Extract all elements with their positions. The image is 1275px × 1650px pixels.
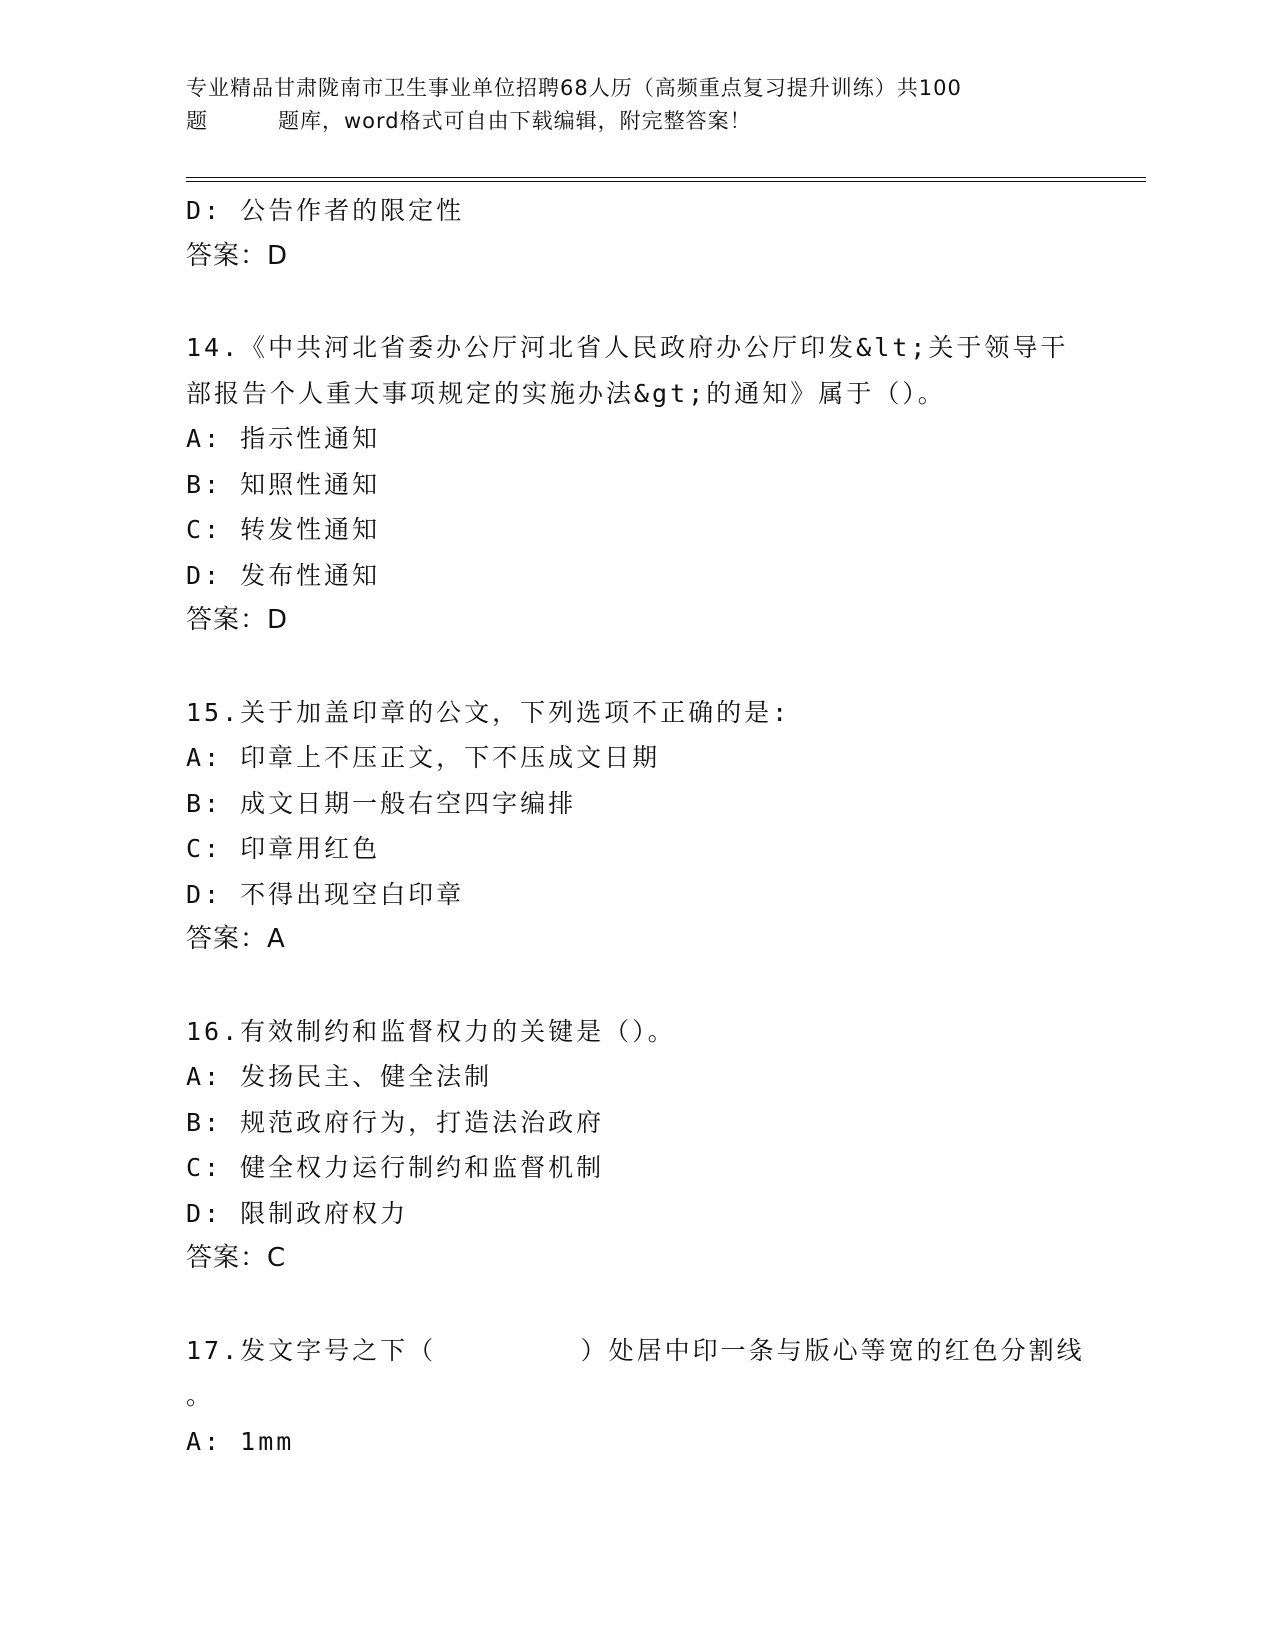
answer-line: 答案：C xyxy=(186,1243,287,1273)
header-line2-left: 题 xyxy=(186,109,208,133)
header-rule-top xyxy=(186,177,1146,178)
option-d: D: 发布性通知 xyxy=(186,560,381,590)
option-d: D: 不得出现空白印章 xyxy=(186,879,465,909)
question-stem: 15.关于加盖印章的公文，下列选项不正确的是: xyxy=(186,697,791,727)
spacer xyxy=(186,644,1086,690)
question-list xyxy=(186,188,1086,1464)
header-title-line1: 专业精品甘肃陇南市卫生事业单位招聘68人历（高频重点复习提升训练）共100 xyxy=(186,76,962,100)
header-rule-bottom xyxy=(186,181,1146,182)
option-a: A: 印章上不压正文，下不压成文日期 xyxy=(186,743,661,772)
question-stem-line2: 部报告个人重大事项规定的实施办法&gt;的通知》属于（）。 xyxy=(186,378,946,408)
option-d: D: 限制政府权力 xyxy=(186,1198,409,1228)
question-stem-line1: 17.发文字号之下（ ）处居中印一条与版心等宽的红色分割线 xyxy=(186,1335,1085,1365)
header-title-line2 xyxy=(186,105,1086,138)
question-block-15 xyxy=(186,690,1086,963)
page-header xyxy=(186,72,1086,138)
answer-line: 答案：A xyxy=(186,924,286,954)
question-stem: 16.有效制约和监督权力的关键是（）。 xyxy=(186,1016,676,1046)
header-line2-right: 题库，word格式可自由下载编辑，附完整答案！ xyxy=(278,109,752,133)
question-block-13 xyxy=(186,188,1086,279)
option-b: B: 成文日期一般右空四字编排 xyxy=(186,788,577,818)
question-block-17 xyxy=(186,1328,1086,1465)
option-a: A: 发扬民主、健全法制 xyxy=(186,1062,493,1091)
answer-line: 答案：D xyxy=(186,240,289,271)
option-b: B: 知照性通知 xyxy=(186,469,381,499)
question-block-16 xyxy=(186,1009,1086,1282)
answer-line: 答案：D xyxy=(186,605,289,635)
option-a: A: 1mm xyxy=(186,1426,295,1456)
question-stem-line2: 。 xyxy=(186,1381,215,1410)
option-c: C: 健全权力运行制约和监督机制 xyxy=(186,1153,605,1182)
option-c: C: 转发性通知 xyxy=(186,515,381,544)
question-block-14 xyxy=(186,325,1086,644)
option-b: B: 规范政府行为，打造法治政府 xyxy=(186,1107,605,1137)
spacer xyxy=(186,279,1086,325)
header-gap xyxy=(208,105,278,138)
option-a: A: 指示性通知 xyxy=(186,424,381,453)
question-stem-line1: 14.《中共河北省委办公厅河北省人民政府办公厅印发&lt;关于领导干 xyxy=(186,333,1069,362)
spacer xyxy=(186,963,1086,1009)
option-c: C: 印章用红色 xyxy=(186,834,381,863)
option-d: D: 公告作者的限定性 xyxy=(186,196,465,225)
spacer xyxy=(186,1282,1086,1328)
